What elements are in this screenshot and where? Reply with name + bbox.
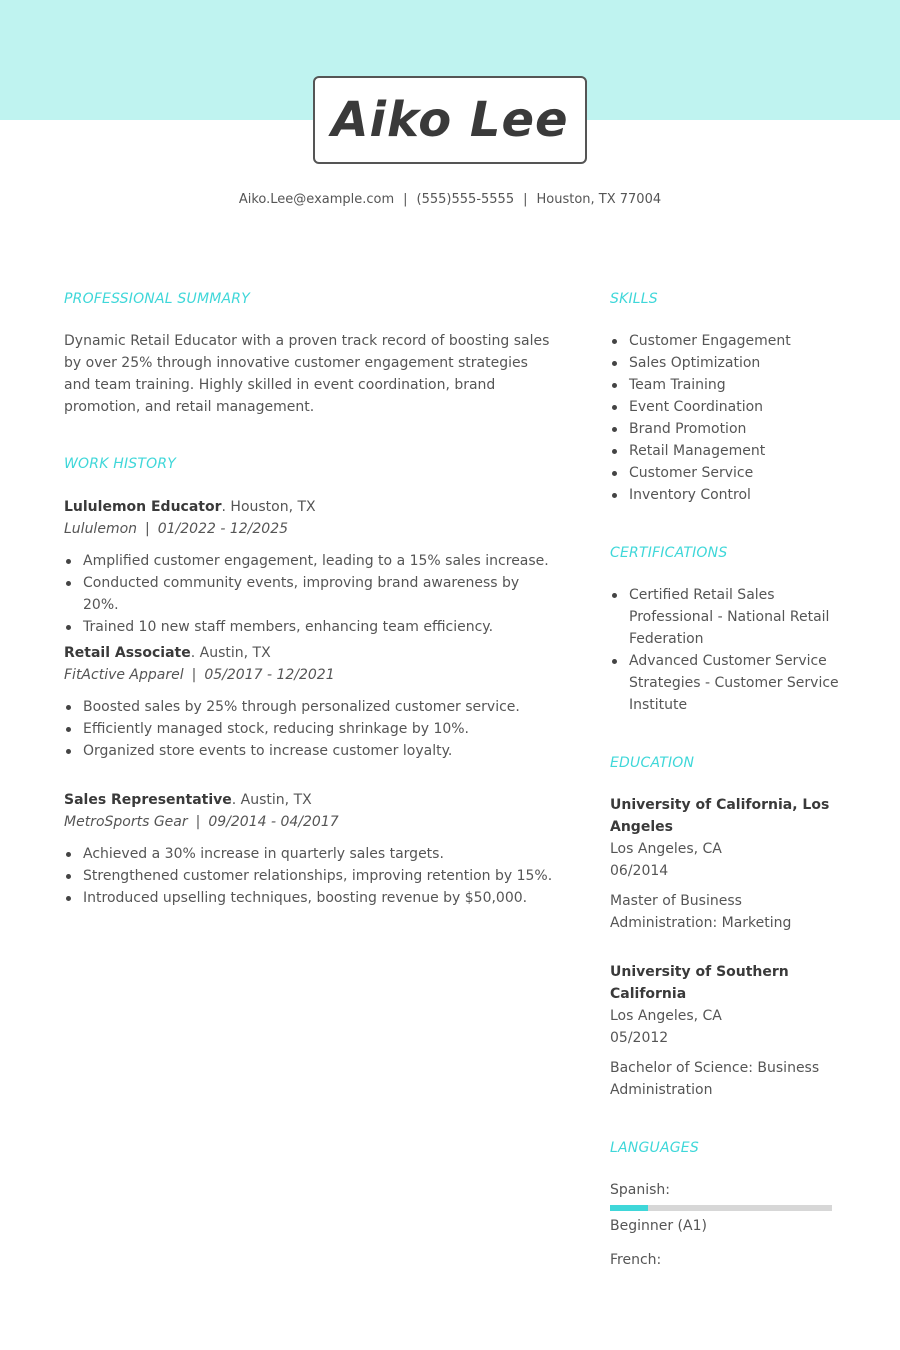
- job-bullet: Efficiently managed stock, reducing shrinkage by 10%.: [64, 718, 554, 740]
- education-entry: [610, 961, 840, 1101]
- contact-line: [0, 192, 900, 207]
- candidate-name: Aiko Lee: [331, 92, 569, 148]
- certifications-heading: CERTIFICATIONS: [610, 545, 728, 561]
- job-bullets: [64, 550, 554, 638]
- skill-item: Brand Promotion: [610, 418, 840, 440]
- education-entry: [610, 794, 840, 934]
- skill-item: Retail Management: [610, 440, 840, 462]
- language-name: French:: [610, 1252, 662, 1268]
- job-dates: 09/2014 - 04/2017: [208, 814, 339, 830]
- job-company: FitActive Apparel: [64, 667, 184, 683]
- language-entry: [610, 1179, 840, 1271]
- skill-item: Sales Optimization: [610, 352, 840, 374]
- contact-email: Aiko.Lee@example.com: [238, 192, 395, 207]
- job-title-line: [64, 642, 554, 664]
- education-date: 05/2012: [610, 1030, 669, 1046]
- education-location: Los Angeles, CA: [610, 841, 722, 857]
- certifications-list: [610, 584, 840, 716]
- language-name: Spanish:: [610, 1182, 670, 1198]
- job-company-line: [64, 664, 554, 686]
- skill-item: Event Coordination: [610, 396, 840, 418]
- job-bullet: Conducted community events, improving brand awareness by 20%.: [64, 572, 554, 616]
- job-dates: 05/2017 - 12/2021: [204, 667, 335, 683]
- job-bullet: Strengthened customer relationships, improving retention by 15%.: [64, 865, 554, 887]
- education-location: Los Angeles, CA: [610, 1008, 722, 1024]
- certification-item: Advanced Customer Service Strategies - Customer Service Institute: [610, 650, 840, 716]
- skills-list: [610, 330, 840, 506]
- job-bullet: Organized store events to increase customer loyalty.: [64, 740, 554, 762]
- education-school: University of California, Los Angeles: [610, 797, 830, 835]
- job-bullet: Amplified customer engagement, leading to a 15% sales increase.: [64, 550, 554, 572]
- skills-heading: SKILLS: [610, 291, 658, 307]
- job-bullet: Boosted sales by 25% through personalized customer service.: [64, 696, 554, 718]
- job-bullet: Introduced upselling techniques, boosting revenue by $50,000.: [64, 887, 554, 909]
- job-location: . Austin, TX: [231, 792, 312, 808]
- job-dates: 01/2022 - 12/2025: [157, 521, 289, 537]
- certification-item: Certified Retail Sales Professional - National Retail Federation: [610, 584, 840, 650]
- job-separator: |: [145, 521, 150, 537]
- contact-separator: |: [403, 192, 408, 207]
- job-title: Lululemon Educator: [64, 499, 222, 515]
- skill-item: Inventory Control: [610, 484, 840, 506]
- education-school: University of Southern California: [610, 964, 789, 1002]
- skill-item: Team Training: [610, 374, 840, 396]
- summary-heading: PROFESSIONAL SUMMARY: [64, 291, 250, 307]
- job-company-line: [64, 518, 554, 540]
- education-heading: EDUCATION: [610, 755, 695, 771]
- job-title-line: [64, 496, 554, 518]
- language-level: Beginner (A1): [610, 1218, 707, 1234]
- job-company: MetroSports Gear: [64, 814, 188, 830]
- work-history-heading: WORK HISTORY: [64, 456, 177, 472]
- skill-item: Customer Service: [610, 462, 840, 484]
- contact-location: Houston, TX 77004: [536, 192, 662, 207]
- job-bullet: Achieved a 30% increase in quarterly sales targets.: [64, 843, 554, 865]
- job-bullet: Trained 10 new staff members, enhancing team efficiency.: [64, 616, 554, 638]
- job-location: . Austin, TX: [190, 645, 271, 661]
- skill-item: Customer Engagement: [610, 330, 840, 352]
- job-location: . Houston, TX: [221, 499, 316, 515]
- job-entry: [64, 789, 554, 909]
- language-proficiency-bar: [610, 1205, 832, 1211]
- language-proficiency-fill: [610, 1205, 648, 1211]
- job-separator: |: [191, 667, 197, 683]
- education-date: 06/2014: [610, 863, 669, 879]
- contact-phone: (555)555-5555: [416, 192, 515, 207]
- job-separator: |: [195, 814, 201, 830]
- job-entry: [64, 496, 554, 638]
- languages-heading: LANGUAGES: [610, 1140, 699, 1156]
- job-title: Retail Associate: [64, 645, 191, 661]
- job-bullets: [64, 843, 554, 909]
- job-title-line: [64, 789, 554, 811]
- education-degree: Master of Business Administration: Marketing: [610, 893, 792, 931]
- job-company-line: [64, 811, 554, 833]
- summary-text: Dynamic Retail Educator with a proven track record of boosting sales by over 25% through innovative customer engagement strategies and team training. Highly skilled in event coordination, brand promotion, and retail management.: [64, 333, 550, 415]
- job-entry: [64, 642, 554, 762]
- job-company: Lululemon: [64, 521, 138, 537]
- name-box: [313, 76, 587, 164]
- job-bullets: [64, 696, 554, 762]
- job-title: Sales Representative: [64, 792, 232, 808]
- education-degree: Bachelor of Science: Business Administration: [610, 1060, 820, 1098]
- contact-separator: |: [523, 192, 528, 207]
